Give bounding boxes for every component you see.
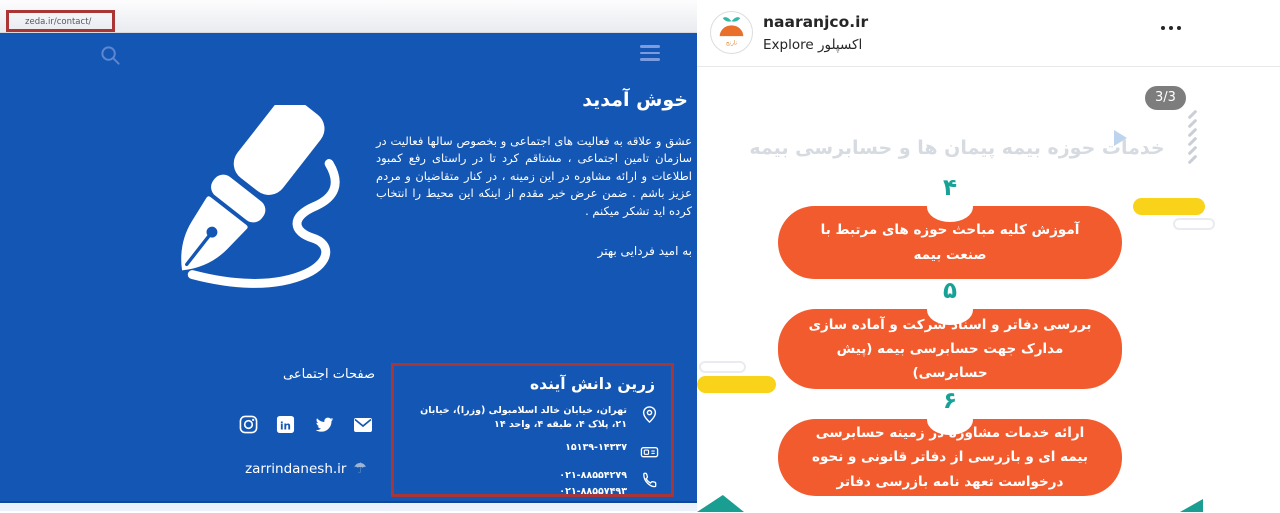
linkedin-icon[interactable] <box>276 415 295 434</box>
more-options-icon[interactable] <box>1161 26 1181 30</box>
right-instagram-panel <box>697 0 1280 513</box>
address-row <box>402 404 659 433</box>
umbrella-icon: ☂ <box>353 459 367 477</box>
service-text-5: بررسی دفاتر و اسناد شرکت و آماده سازی مدارک جهت حسابرسی بیمه (پیش حسابرسی) <box>808 316 1092 382</box>
service-item-5 <box>778 278 1122 389</box>
welcome-closing-text: به امید فردایی بهتر <box>597 244 692 259</box>
service-bubble <box>778 309 1122 389</box>
phone-numbers <box>402 469 627 502</box>
twitter-icon[interactable] <box>314 414 335 435</box>
teal-corner-left-decoration <box>697 495 744 512</box>
address-text: تهران، خیابان خالد اسلامبولی (وزرا)، خیابان ۲۱، پلاک ۴، طبقه ۴، واحد ۱۴ <box>420 405 627 431</box>
site-link-row <box>237 459 375 477</box>
post-subtitle: Explore اکسپلور <box>763 37 863 53</box>
welcome-body-text: عشق و علاقه به فعالیت های اجتماعی و بخصوص سالها فعالیت در سازمان تامین اجتماعی ، مشتاقم کرد تا در راستای رفع کمبود اطلاعات و ارائه مشاوره در این زمینه ، در کنار متقاضیان و مردم عزیز باشم . ضمن عرض خیر مقدم از اینکه این محیط را انتخاب کرده اید تشکر میکنم . <box>376 134 692 218</box>
site-blue-body <box>0 33 697 503</box>
yellow-bar-right-decoration <box>1133 198 1205 215</box>
browser-address-bar[interactable] <box>0 0 697 33</box>
carousel-page-badge: 3/3 <box>1145 86 1186 110</box>
email-icon[interactable] <box>353 417 373 433</box>
phone-icon <box>635 469 659 489</box>
left-panel-bottom-strip <box>0 503 697 511</box>
social-icons-row <box>237 414 375 435</box>
avatar[interactable] <box>710 11 753 54</box>
menu-hamburger-icon[interactable] <box>640 45 660 65</box>
welcome-section <box>376 89 692 258</box>
company-name: زرین دانش آینده <box>530 375 655 393</box>
fountain-pen-illustration <box>105 105 343 351</box>
instagram-icon[interactable] <box>239 415 258 434</box>
outline-bar-right-decoration <box>1173 218 1215 230</box>
phone-row <box>402 469 659 502</box>
phone-number-1: ۰۲۱-۸۸۵۵۴۲۷۹ <box>559 469 627 481</box>
service-number-6: ۶ <box>942 388 958 414</box>
diagonal-dashes-decoration <box>1187 113 1198 167</box>
service-bubble <box>778 419 1122 496</box>
postal-row <box>402 441 659 461</box>
service-bubble <box>778 206 1122 279</box>
fax-icon <box>635 441 659 461</box>
social-section <box>237 367 375 477</box>
contact-info-red-box <box>391 363 674 497</box>
url-annotation-red-box <box>6 10 115 32</box>
service-number-5: ۵ <box>942 278 958 304</box>
teal-corner-right-decoration <box>1180 499 1203 512</box>
service-item-6 <box>778 388 1122 496</box>
post-username[interactable]: naaranjco.ir <box>763 13 869 31</box>
yellow-bar-left-decoration <box>697 376 776 393</box>
outline-bar-left-decoration <box>699 361 746 373</box>
url-text[interactable]: zeda.ir/contact/ <box>25 17 92 27</box>
postal-code-text: ۱۵۱۳۹-۱۴۳۳۷ <box>565 441 627 453</box>
post-header <box>697 0 1280 67</box>
phone-number-2: ۰۲۱-۸۸۵۵۷۴۹۳ <box>559 485 627 497</box>
svg-text:in: in <box>280 420 292 433</box>
service-number-4: ۴ <box>942 175 958 201</box>
location-pin-icon <box>635 404 659 424</box>
service-text-6: ارائه خدمات مشاوره در زمینه حسابرسی بیمه ای و بازرسی از دفاتر قانونی و نحوه درخواست تعهد نامه بازرسی دفاتر <box>812 425 1088 490</box>
service-item-4 <box>778 175 1122 279</box>
site-name-link[interactable]: zarrindanesh.ir <box>245 461 347 477</box>
avatar-logo-text: نارنج <box>725 40 738 47</box>
service-text-4: آموزش کلیه مباحث حوزه های مرتبط با صنعت بیمه <box>820 222 1080 263</box>
search-icon[interactable] <box>99 44 122 71</box>
welcome-heading: خوش آمدید <box>582 89 688 111</box>
social-heading: صفحات اجتماعی <box>283 367 375 382</box>
post-image-area[interactable] <box>697 67 1280 512</box>
post-title: خدمات حوزه بیمه پیمان ها و حسابرسی بیمه <box>749 137 1165 159</box>
